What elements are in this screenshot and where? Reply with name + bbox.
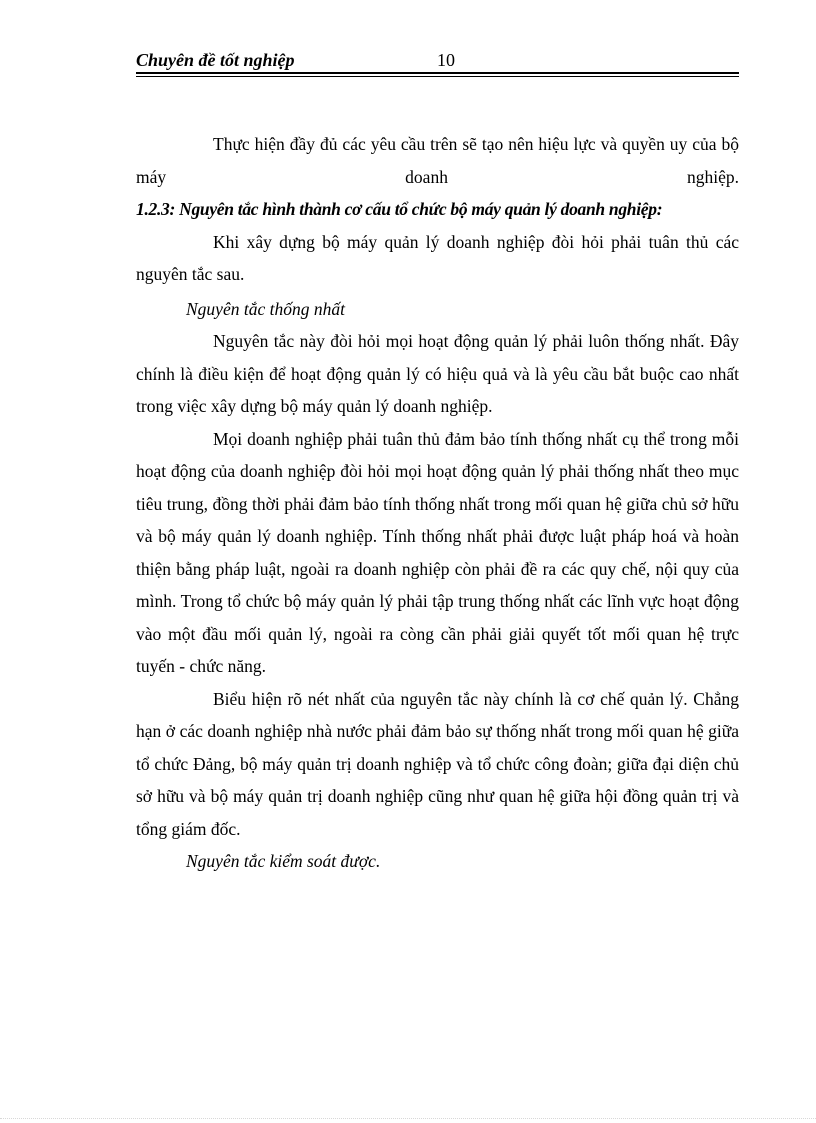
paragraph-4: Mọi doanh nghiệp phải tuân thủ đảm bảo tính thống nhất cụ thể trong mỗi hoạt động của doanh nghiệp đòi hỏi mọi hoạt động quản lý phải thống nhất theo mục tiêu trung, đồng thời phải đảm bảo tính thống nhất trong mối quan hệ giữa chủ sở hữu và bộ máy quản lý doanh nghiệp. Tính thống nhất phải được luật pháp hoá và hoàn thiện bằng pháp luật, ngoài ra doanh nghiệp còn phải đề ra các quy chế, nội quy của mình. Trong tổ chức bộ máy quản lý phải tập trung thống nhất các lĩnh vực hoạt động vào một đầu mối quản lý, ngoài ra còng cần phải giải quyết tốt mối quan hệ trực tuyến - chức năng. — [136, 428, 739, 676]
document-body — [136, 128, 739, 878]
header-rule — [136, 72, 739, 74]
section-heading: 1.2.3: Nguyên tắc hình thành cơ cấu tổ chức bộ máy quản lý doanh nghiệp: — [136, 199, 663, 219]
page-bottom-divider — [0, 1118, 816, 1119]
page-header — [136, 48, 739, 78]
header-rule-thin — [136, 76, 739, 77]
paragraph-3: Nguyên tắc này đòi hỏi mọi hoạt động quản lý phải luôn thống nhất. Đây chính là điều kiện để hoạt động quản lý có hiệu quả và là yêu cầu bắt buộc cao nhất trong việc xây dựng bộ máy quản lý doanh nghiệp. — [136, 331, 739, 416]
paragraph-1: Thực hiện đầy đủ các yêu cầu trên sẽ tạo nên hiệu lực và quyền uy của bộ máy doanh nghiệp. — [136, 134, 739, 187]
page-number: 10 — [437, 50, 455, 70]
document-title: Chuyên đề tốt nghiệp — [136, 50, 295, 70]
paragraph-2: Khi xây dựng bộ máy quản lý doanh nghiệp đòi hỏi phải tuân thủ các nguyên tắc sau. — [136, 231, 739, 284]
subheading-kiem-soat: Nguyên tắc kiểm soát được. — [186, 851, 381, 871]
subheading-thong-nhat: Nguyên tắc thống nhất — [186, 298, 345, 319]
paragraph-5: Biểu hiện rõ nét nhất của nguyên tắc này chính là cơ chế quản lý. Chẳng hạn ở các doanh nghiệp nhà nước phải đảm bảo sự thống nhất trong mối quan hệ giữa tổ chức Đảng, bộ máy quản trị doanh nghiệp và tổ chức công đoàn; giữa đại diện chủ sở hữu và bộ máy quản trị doanh nghiệp cũng như quan hệ giữa hội đồng quản trị và tổng giám đốc. — [136, 688, 739, 839]
